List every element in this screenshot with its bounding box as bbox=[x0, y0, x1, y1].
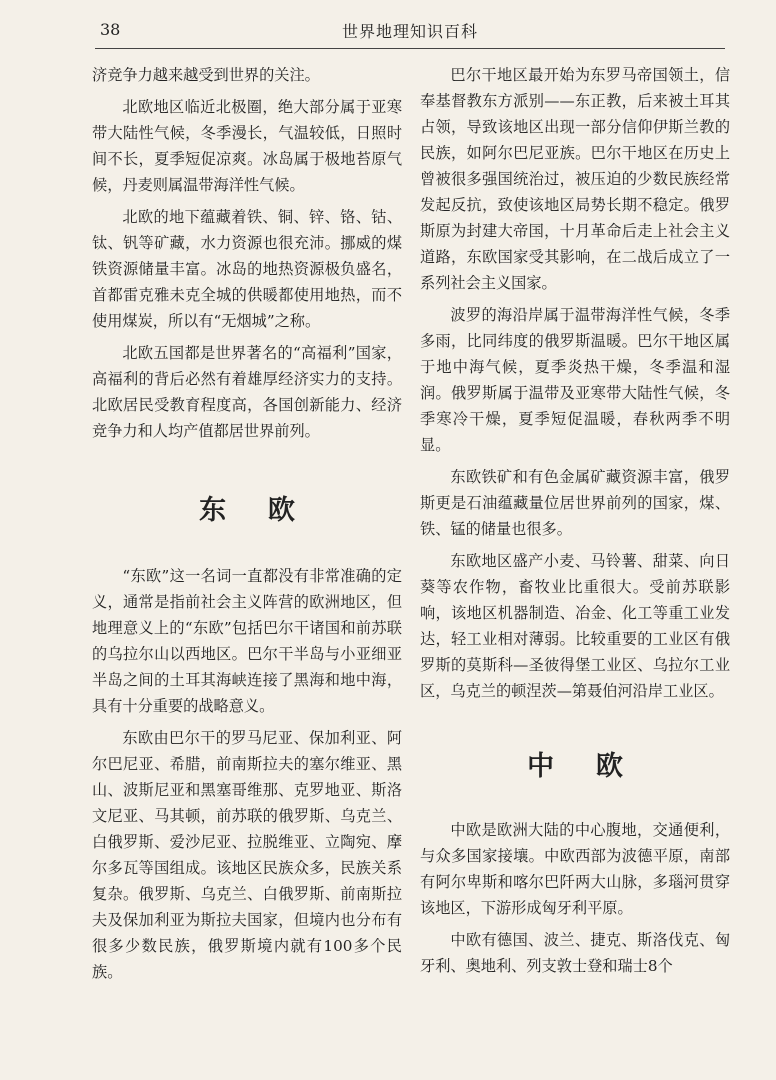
paragraph: “东欧”这一名词一直都没有非常准确的定义，通常是指前社会主义阵营的欧洲地区，但地理意义上的“东欧”包括巴尔干诸国和前苏联的乌拉尔山以西地区。巴尔干半岛与小亚细亚半岛之间的土耳其海峡连接了黑海和地中海，具有十分重要的战略意义。 bbox=[92, 567, 402, 715]
paragraph: 北欧的地下蕴藏着铁、铜、锌、铬、钴、钛、钒等矿藏，水力资源也很充沛。挪威的煤铁资源储量丰富。冰岛的地热资源极负盛名，首都雷克雅未克全城的供暖都使用地热，而不使用煤炭，所以有“无烟城”之称。 bbox=[92, 208, 402, 330]
paragraph: 波罗的海沿岸属于温带海洋性气候，冬季多雨，比同纬度的俄罗斯温暖。巴尔干地区属于地中海气候，夏季炎热干燥，冬季温和湿润。俄罗斯属于温带及亚寒带大陆性气候，冬季寒冷干燥，夏季短促温暖，春秋两季不明显。 bbox=[420, 306, 730, 454]
paragraph: 东欧铁矿和有色金属矿藏资源丰富，俄罗斯更是石油蕴藏量位居世界前列的国家，煤、铁、锰的储量也很多。 bbox=[420, 468, 730, 538]
paragraph: 北欧五国都是世界著名的“高福利”国家，高福利的背后必然有着雄厚经济实力的支持。北欧居民受教育程度高，各国创新能力、经济竞争力和人均产值都居世界前列。 bbox=[92, 344, 402, 440]
paragraph: 中欧是欧洲大陆的中心腹地，交通便利，与众多国家接壤。中欧西部为波德平原，南部有阿尔卑斯和喀尔巴阡两大山脉，多瑙河贯穿该地区，下游形成匈牙利平原。 bbox=[420, 821, 730, 917]
paragraph: 东欧地区盛产小麦、马铃薯、甜菜、向日葵等农作物，畜牧业比重很大。受前苏联影响，该地区机器制造、冶金、化工等重工业发达，轻工业相对薄弱。比较重要的工业区有俄罗斯的莫斯科—圣彼得堡工业区、乌拉尔工业区，乌克兰的顿涅茨—第聂伯河沿岸工业区。 bbox=[420, 552, 730, 700]
page-header bbox=[95, 14, 725, 49]
paragraph: 巴尔干地区最开始为东罗马帝国领土，信奉基督教东方派别——东正教，后来被土耳其占领，导致该地区出现一部分信仰伊斯兰教的民族，如阿尔巴尼亚族。巴尔干地区在历史上曾被很多强国统治过，被压迫的少数民族经常发起反抗，致使该地区局势长期不稳定。俄罗斯原为封建大帝国，十月革命后走上社会主义道路，东欧国家受其影响，在二战后成立了一系列社会主义国家。 bbox=[420, 66, 730, 292]
right-column bbox=[420, 62, 730, 979]
paragraph: 济竞争力越来越受到世界的关注。 bbox=[92, 66, 320, 84]
paragraph: 中欧有德国、波兰、捷克、斯洛伐克、匈牙利、奥地利、列支敦士登和瑞士8个 bbox=[420, 931, 730, 975]
paragraph: 东欧由巴尔干的罗马尼亚、保加利亚、阿尔巴尼亚、希腊，前南斯拉夫的塞尔维亚、黑山、波斯尼亚和黑塞哥维那、克罗地亚、斯洛文尼亚、马其顿，前苏联的俄罗斯、乌克兰、白俄罗斯、爱沙尼亚、拉脱维亚、立陶宛、摩尔多瓦等国组成。该地区民族众多，民族关系复杂。俄罗斯、乌克兰、白俄罗斯、前南斯拉夫及保加利亚为斯拉夫国家，但境内也分布有很多少数民族，俄罗斯境内就有100多个民族。 bbox=[92, 729, 402, 981]
left-column bbox=[92, 62, 402, 985]
section-title-central-europe: 中 欧 bbox=[527, 751, 640, 782]
section-title-east-europe: 东 欧 bbox=[199, 495, 312, 526]
page-number: 38 bbox=[100, 20, 121, 39]
running-title: 世界地理知识百科 bbox=[341, 22, 478, 41]
paragraph: 北欧地区临近北极圈，绝大部分属于亚寒带大陆性气候，冬季漫长，气温较低，日照时间不长，夏季短促凉爽。冰岛属于极地苔原气候，丹麦则属温带海洋性气候。 bbox=[92, 98, 402, 194]
